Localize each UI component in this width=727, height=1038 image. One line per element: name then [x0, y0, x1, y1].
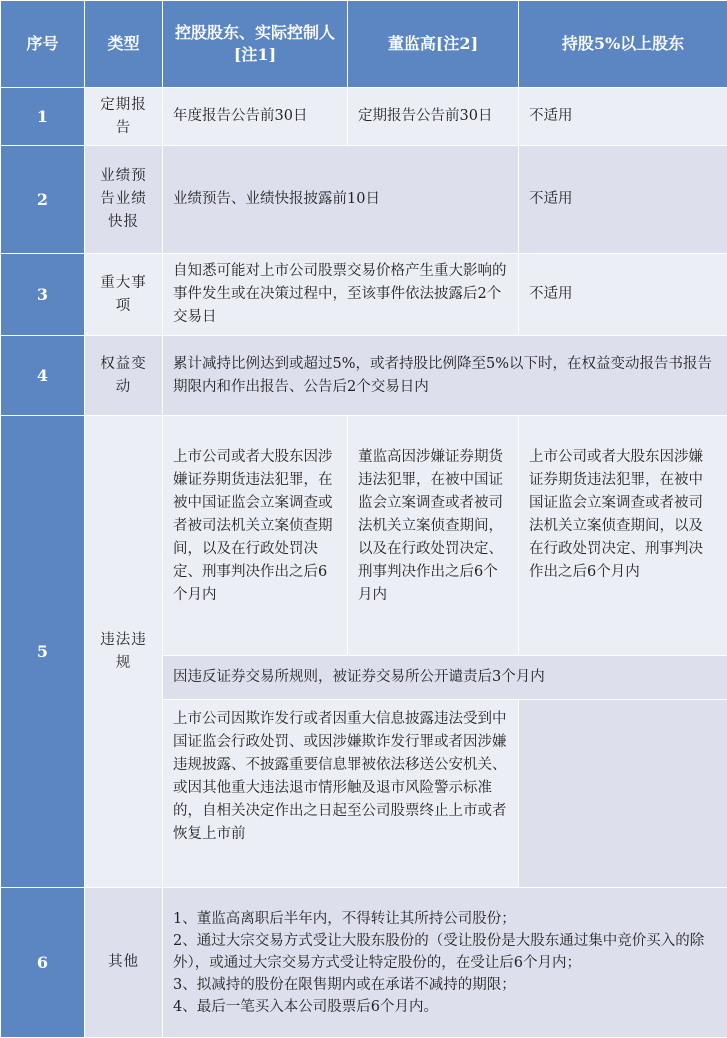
controller-cell: 上市公司或者大股东因涉嫌证券期货违法犯罪，在被中国证监会立案调查或者被司法机关立案侦查期间，以及在行政处罚决定、刑事判决作出之后6个月内: [163, 416, 348, 656]
major-shareholder-cell: 不适用: [519, 88, 727, 146]
table-row: [1, 88, 727, 146]
header-no: 序号: [1, 1, 85, 88]
row-type: 定期报告: [85, 88, 163, 146]
table-row: [1, 888, 727, 1038]
major-shareholder-cell: 不适用: [519, 254, 727, 336]
directors-cell: 定期报告公告前30日: [348, 88, 519, 146]
exchange-reprimand-cell: 因违反证券交易所规则，被证券交易所公开谴责后3个月内: [163, 656, 727, 700]
table-row: [1, 254, 727, 336]
table-row: [1, 416, 727, 656]
row-number: 5: [1, 416, 85, 888]
list-item: 3、拟减持的股份在限售期内或在承诺不减持的期限；: [173, 974, 717, 996]
controller-cell: 年度报告公告前30日: [163, 88, 348, 146]
row-number: 4: [1, 336, 85, 416]
table-row: [1, 146, 727, 254]
header-directors: 董监高[注2]: [348, 1, 519, 88]
header-major-shareholder: 持股5%以上股东: [519, 1, 727, 88]
major-shareholder-cell: 上市公司或者大股东因涉嫌证券期货违法犯罪，在被中国证监会立案调查或者被司法机关立案侦查期间，以及在行政处罚决定、刑事判决作出之后6个月内: [519, 416, 727, 656]
list-item: 4、最后一笔买入本公司股票后6个月内。: [173, 996, 717, 1018]
list-item: 1、董监高离职后半年内，不得转让其所持公司股份；: [173, 908, 717, 930]
major-shareholder-cell: 不适用: [519, 146, 727, 254]
table-header-row: [1, 1, 727, 88]
header-controller: 控股股东、实际控制人[注1]: [163, 1, 348, 88]
fraud-delisting-cell: 上市公司因欺诈发行或者因重大信息披露违法受到中国证监会行政处罚、或因涉嫌欺诈发行罪或者因涉嫌违规披露、不披露重要信息罪被依法移送公安机关、或因其他重大违法退市情形触及退市风险警示标准的，自相关决定作出之日起至公司股票终止上市或者恢复上市前: [163, 700, 519, 888]
row-number: 2: [1, 146, 85, 254]
row-type: 权益变动: [85, 336, 163, 416]
directors-cell: 董监高因涉嫌证券期货违法犯罪，在被中国证监会立案调查或者被司法机关立案侦查期间，以及在行政处罚决定、刑事判决作出之后6个月内: [348, 416, 519, 656]
row-type: 违法违规: [85, 416, 163, 888]
row-type: 业绩预告业绩快报: [85, 146, 163, 254]
row-type: 重大事项: [85, 254, 163, 336]
row-number: 1: [1, 88, 85, 146]
list-item: 2、通过大宗交易方式受让大股东股份的（受让股份是大股东通过集中竞价买入的除外），或通过大宗交易方式受让特定股份的，在受让后6个月内；: [173, 930, 717, 974]
row-type: 其他: [85, 888, 163, 1038]
row-number: 6: [1, 888, 85, 1038]
merged-cell: 业绩预告、业绩快报披露前10日: [163, 146, 519, 254]
other-restrictions-cell: [163, 888, 727, 1038]
empty-cell: [519, 700, 727, 888]
table-row: [1, 336, 727, 416]
header-type: 类型: [85, 1, 163, 88]
row-number: 3: [1, 254, 85, 336]
merged-cell: 累计减持比例达到或超过5%，或者持股比例降至5%以下时，在权益变动报告书报告期限内和作出报告、公告后2个交易日内: [163, 336, 727, 416]
merged-cell: 自知悉可能对上市公司股票交易价格产生重大影响的事件发生或在决策过程中，至该事件依法披露后2个交易日: [163, 254, 519, 336]
